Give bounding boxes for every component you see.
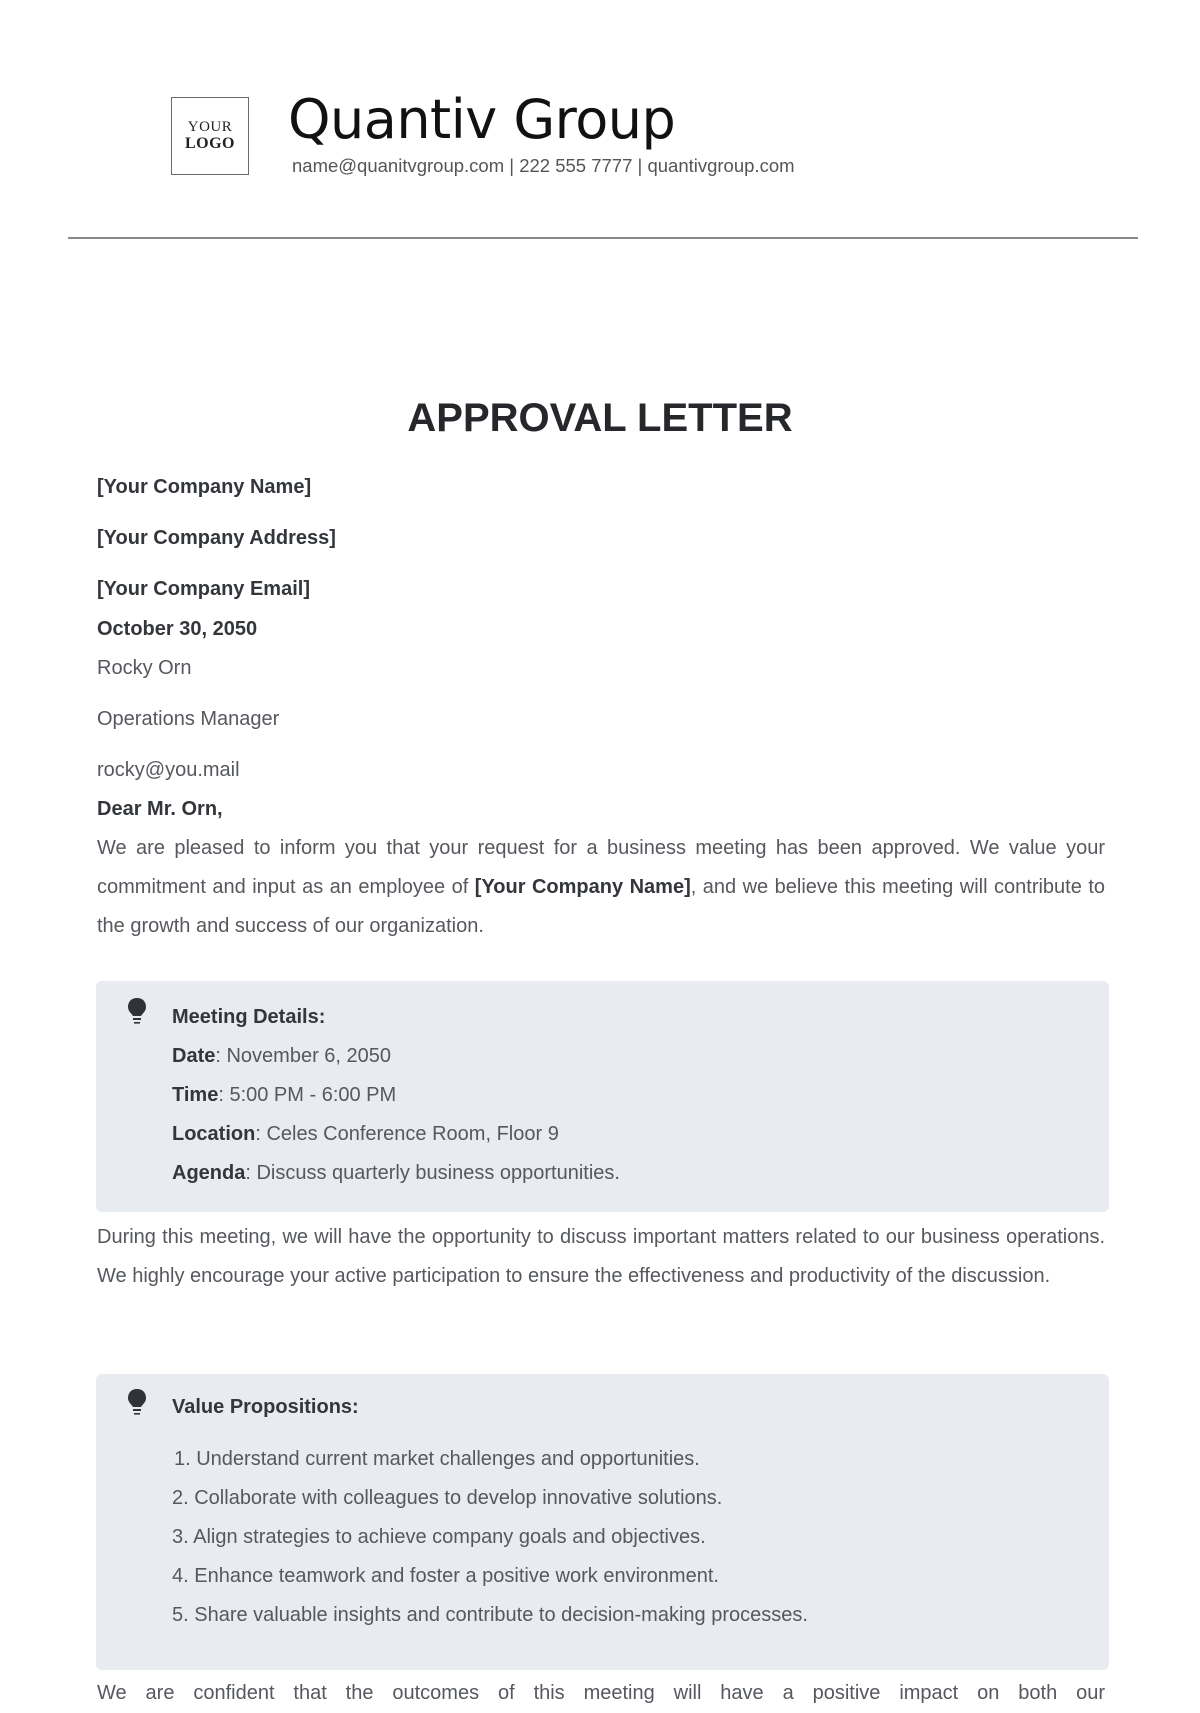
meeting-location-value: : Celes Conference Room, Floor 9 xyxy=(255,1123,559,1145)
meeting-date-label: Date xyxy=(172,1045,216,1067)
meeting-time-label: Time xyxy=(172,1084,219,1106)
meeting-time-value: : 5:00 PM - 6:00 PM xyxy=(218,1084,397,1106)
value-proposition-item: 1. Understand current market challenges and opportunities. xyxy=(174,1448,700,1470)
recipient-name: Rocky Orn xyxy=(97,657,192,679)
intro-paragraph xyxy=(97,829,1105,946)
logo-line-1: YOUR xyxy=(187,118,233,135)
meeting-location-row xyxy=(172,1123,559,1146)
intro-text-before: We are pleased to inform you that your request for a business meeting has been approved. We value your commitment and input as an employee of xyxy=(97,837,1105,898)
meeting-details-callout xyxy=(96,981,1109,1212)
lightbulb-icon xyxy=(126,997,148,1027)
meeting-details-title: Meeting Details: xyxy=(172,1006,326,1028)
intro-text-after: , and we believe this meeting will contribute to the growth and success of our organization. xyxy=(97,876,1106,937)
header-divider xyxy=(68,237,1138,239)
value-propositions-callout xyxy=(96,1374,1109,1670)
salutation: Dear Mr. Orn, xyxy=(97,798,223,820)
document-title: APPROVAL LETTER xyxy=(407,396,793,440)
sender-company-address: [Your Company Address] xyxy=(97,527,336,549)
closing-paragraph: We are confident that the outcomes of this meeting will have a positive impact on both our xyxy=(97,1682,1105,1704)
intro-company-name: [Your Company Name] xyxy=(474,876,691,898)
lightbulb-icon xyxy=(126,1388,148,1418)
during-meeting-paragraph: During this meeting, we will have the opportunity to discuss important matters related to our business operations. We highly encourage your active participation to ensure the effectiveness and productivity of the discussion. xyxy=(97,1226,1105,1287)
sender-company-name: [Your Company Name] xyxy=(97,476,312,498)
company-logo-placeholder xyxy=(171,97,249,175)
logo-line-2: LOGO xyxy=(184,135,235,153)
meeting-date-value: : November 6, 2050 xyxy=(215,1045,392,1067)
meeting-location-label: Location xyxy=(172,1123,256,1145)
value-propositions-title: Value Propositions: xyxy=(172,1396,359,1418)
value-proposition-item: 5. Share valuable insights and contribute to decision-making processes. xyxy=(172,1604,808,1626)
company-contact: name@quanitvgroup.com | 222 555 7777 | quantivgroup.com xyxy=(292,155,795,176)
value-proposition-item: 2. Collaborate with colleagues to develop innovative solutions. xyxy=(172,1487,723,1509)
meeting-time-row xyxy=(172,1084,396,1107)
value-proposition-item: 3. Align strategies to achieve company goals and objectives. xyxy=(172,1526,706,1548)
value-proposition-item: 4. Enhance teamwork and foster a positive work environment. xyxy=(172,1565,719,1587)
sender-company-email: [Your Company Email] xyxy=(97,578,310,600)
letter-date: October 30, 2050 xyxy=(97,618,258,640)
meeting-agenda-value: : Discuss quarterly business opportunities. xyxy=(245,1162,620,1184)
recipient-title: Operations Manager xyxy=(97,708,280,730)
meeting-agenda-label: Agenda xyxy=(172,1162,246,1184)
meeting-date-row xyxy=(172,1045,391,1068)
recipient-email: rocky@you.mail xyxy=(97,759,240,781)
meeting-agenda-row xyxy=(172,1162,620,1185)
company-name: Quantiv Group xyxy=(288,88,676,151)
